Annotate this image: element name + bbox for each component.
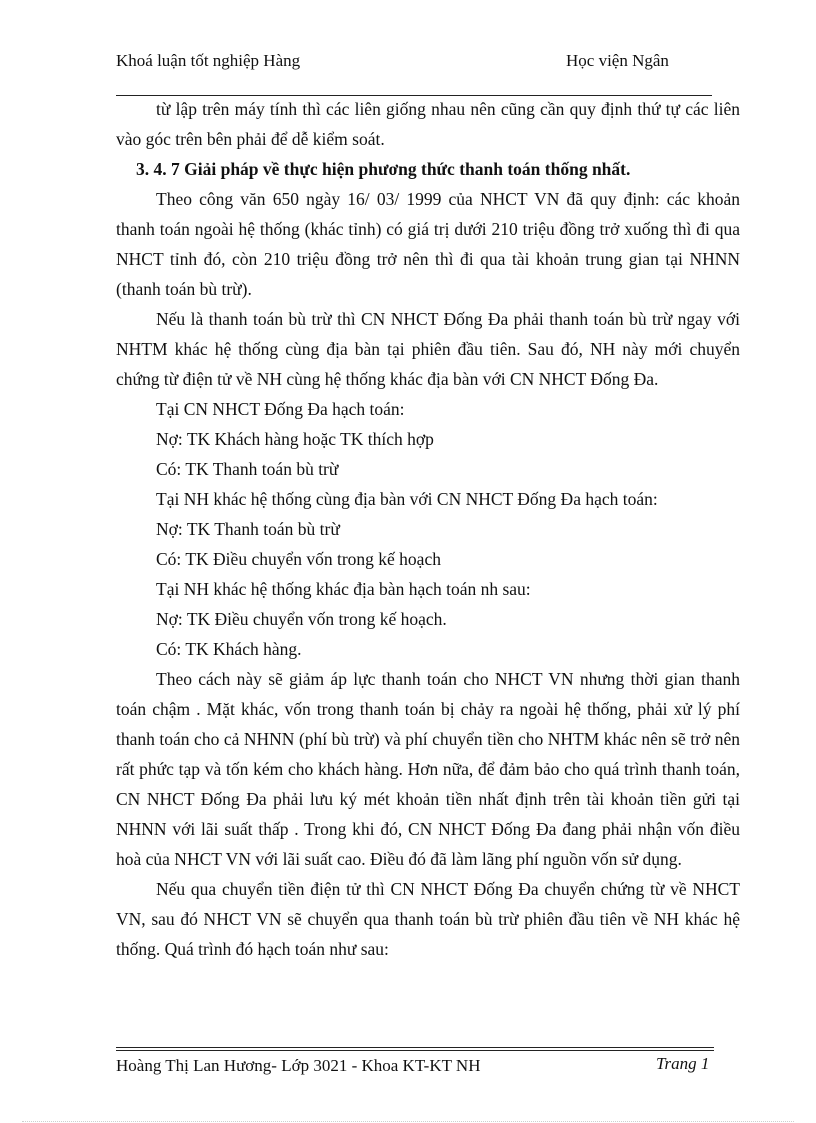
header-left-text: Khoá luận tốt nghiệp Hàng [116,51,301,70]
entry-line: Có: TK Điều chuyển vốn trong kế hoạch [156,549,441,569]
section-heading: 3. 4. 7 Giải pháp về thực hiện phương thức thanh toán thống nhất. [136,159,631,179]
paragraph: Theo cách này sẽ giảm áp lực thanh toán cho NHCT VN nhưng thời gian thanh toán chậm . Mặt khác, vốn trong thanh toán bị chảy ra ngoài hệ thống, phải xử lý phí thanh toán cho cả NHNN (phí bù trừ) và phí chuyển tiền cho NHTM khác nên sẽ trở nên rất phức tạp và tốn kém cho khách hàng. Hơn nữa, để đảm bảo cho quá trình thanh toán, CN NHCT Đống Đa phải lưu ký mét khoản tiền nhất định trên tài khoản tiền gửi tại NHNN với lãi suất thấp . Trong khi đó, CN NHCT Đống Đa đang phải nhận vốn điều hoà của NHCT VN với lãi suất cao. Điều đó đã làm lãng phí nguồn vốn sử dụng. [116,669,740,869]
entry-line: Tại NH khác hệ thống khác địa bàn hạch toán nh sau: [156,579,531,599]
entry-line: Có: TK Thanh toán bù trừ [156,459,339,479]
entry-line: Nợ: TK Điều chuyển vốn trong kế hoạch. [156,609,447,629]
paragraph: Nếu qua chuyển tiền điện tử thì CN NHCT Đống Đa chuyển chứng từ về NHCT VN, sau đó NHCT VN sẽ chuyển qua thanh toán bù trừ phiên đầu tiên về NH khác hệ thống. Quá trình đó hạch toán như sau: [116,879,740,959]
paragraph: Theo công văn 650 ngày 16/ 03/ 1999 của NHCT VN đã quy định: các khoản thanh toán ngoài hệ thống (khác tỉnh) có giá trị dưới 210 triệu đồng trở xuống thì đi qua NHCT tỉnh đó, còn 210 triệu đồng trở nên thì đi qua tài khoản trung gian tại NHNN (thanh toán bù trừ). [116,189,740,299]
entry-line: Nợ: TK Khách hàng hoặc TK thích hợp [156,429,434,449]
paragraph: Nếu là thanh toán bù trừ thì CN NHCT Đống Đa phải thanh toán bù trừ ngay với NHTM khác hệ thống cùng địa bàn tại phiên đầu tiên. Sau đó, NH này mới chuyển chứng từ điện tử về NH cùng hệ thống khác địa bàn với CN NHCT Đống Đa. [116,309,740,389]
footer-author-text: Hoàng Thị Lan Hương- Lớp 3021 - Khoa KT-KT NH [116,1056,481,1075]
document-body [116,94,740,964]
paragraph-continued: từ lập trên máy tính thì các liên giống nhau nên cũng cần quy định thứ tự các liên vào góc trên bên phải để dễ kiểm soát. [116,99,740,149]
entry-line: Tại CN NHCT Đống Đa hạch toán: [156,399,405,419]
page-edge-line [22,1121,794,1122]
header-right-text: Học viện Ngân [566,51,669,70]
footer-divider-top [116,1047,714,1048]
page-number: Trang 1 [656,1054,710,1073]
entry-line: Có: TK Khách hàng. [156,639,302,659]
footer-divider-bottom [116,1050,714,1051]
entry-line: Nợ: TK Thanh toán bù trừ [156,519,340,539]
entry-line: Tại NH khác hệ thống cùng địa bàn với CN NHCT Đống Đa hạch toán: [156,489,658,509]
